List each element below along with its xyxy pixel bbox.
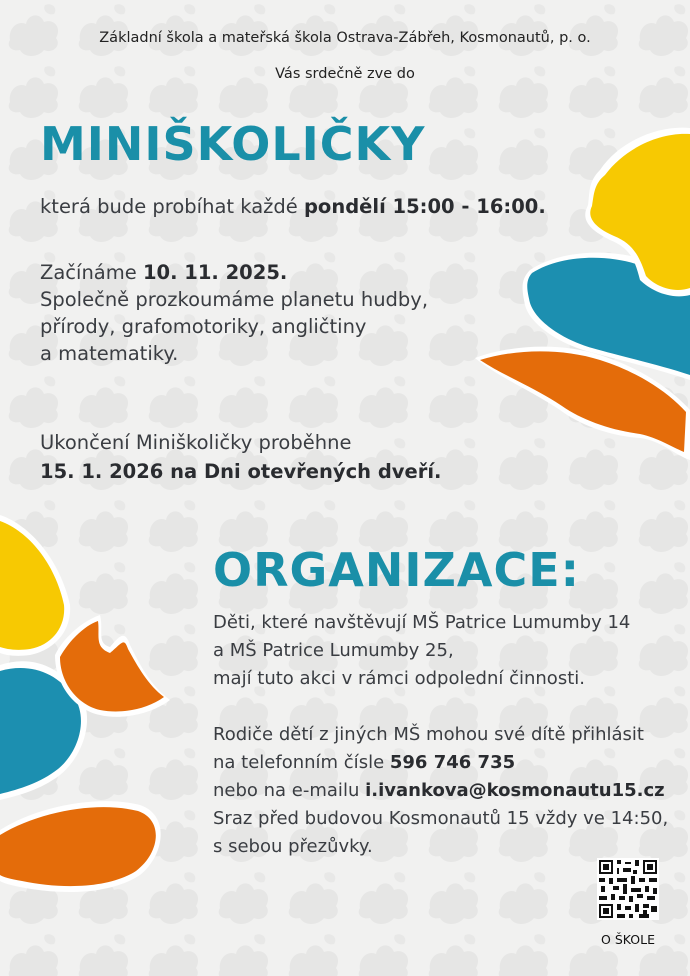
start-block	[40, 259, 428, 367]
phone-number[interactable]: 596 746 735	[389, 752, 516, 773]
contact-line-1: Rodiče dětí z jiných MŠ mohou své dítě přihlásit	[213, 724, 644, 745]
start-text-line: a matematiky.	[40, 342, 179, 365]
contact-block	[213, 721, 668, 861]
shoes-line: s sebou přezůvky.	[213, 836, 373, 857]
organization-heading: ORGANIZACE:	[213, 543, 581, 597]
schedule-prefix: která bude probíhat každé	[40, 195, 304, 218]
left-decoration	[0, 515, 180, 895]
organization-block	[213, 609, 630, 693]
meeting-line: Sraz před budovou Kosmonautů 15 vždy ve 14:50,	[213, 808, 669, 829]
phone-prefix: na telefonním čísle	[213, 752, 390, 773]
start-prefix: Začínáme	[40, 261, 143, 284]
schedule-line	[40, 193, 546, 220]
qr-label: O ŠKOLE	[601, 932, 655, 947]
email-prefix: nebo na e-mailu	[213, 780, 366, 801]
email-line	[213, 777, 668, 805]
school-name: Základní škola a mateřská škola Ostrava-Zábřeh, Kosmonautů, p. o.	[99, 30, 591, 46]
page-title: MINIŠKOLIČKY	[40, 117, 426, 171]
qr-code[interactable]	[597, 858, 659, 920]
phone-line	[213, 749, 668, 777]
ending-block	[40, 428, 441, 486]
start-text-line: přírody, grafomotoriky, angličtiny	[40, 315, 367, 338]
email-address[interactable]: i.ivankova@kosmonautu15.cz	[365, 780, 665, 801]
organization-line: mají tuto akci v rámci odpolední činnosti.	[213, 668, 585, 689]
invite-text: Vás srdečně zve do	[275, 66, 415, 82]
organization-line: Děti, které navštěvují MŠ Patrice Lumumby 14	[213, 612, 631, 633]
right-decoration	[470, 120, 690, 460]
ending-line-2: 15. 1. 2026 na Dni otevřených dveří.	[40, 460, 442, 483]
start-line	[40, 259, 428, 286]
organization-line: a MŠ Patrice Lumumby 25,	[213, 640, 454, 661]
schedule-time: pondělí 15:00 - 16:00.	[303, 195, 546, 218]
start-text-line: Společně prozkoumáme planetu hudby,	[40, 288, 429, 311]
start-date: 10. 11. 2025.	[142, 261, 288, 284]
ending-line-1: Ukončení Miniškoličky proběhne	[40, 431, 352, 454]
